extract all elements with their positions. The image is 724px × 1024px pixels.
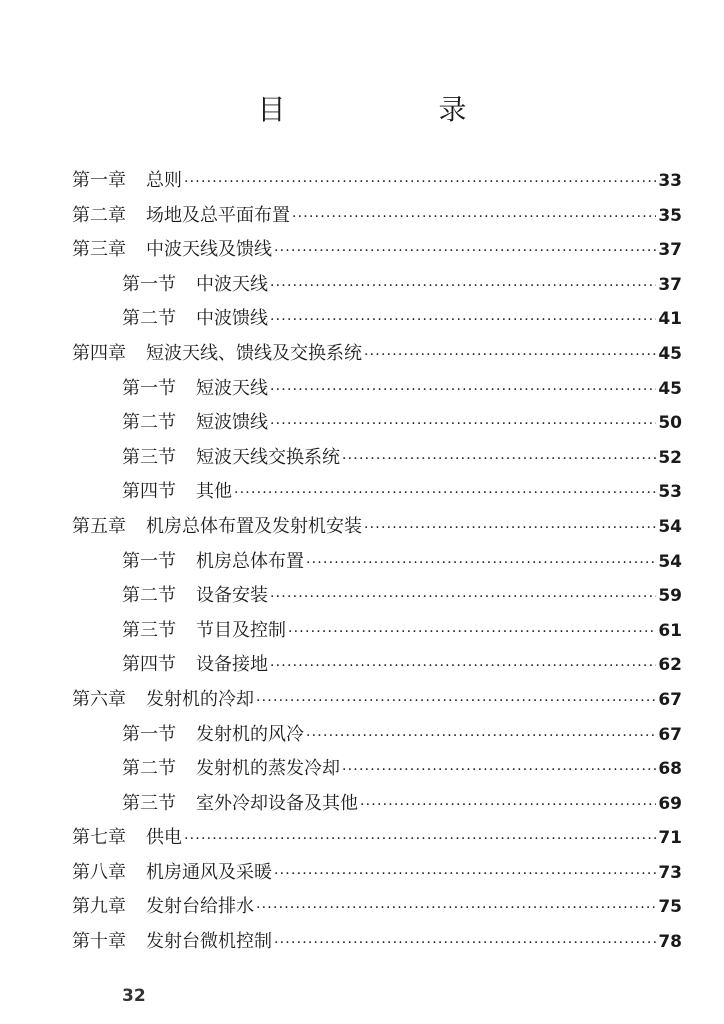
entry-number: 第五章	[72, 515, 126, 537]
entry-title: 节目及控制	[196, 619, 286, 641]
toc-section-entry	[72, 443, 682, 478]
dot-leader	[306, 556, 656, 570]
page-number: 32	[122, 986, 146, 1006]
dot-leader	[274, 244, 656, 258]
entry-number: 第一章	[72, 170, 126, 191]
dot-leader	[274, 936, 656, 950]
dot-leader	[342, 452, 656, 466]
dot-leader	[256, 901, 656, 915]
entry-title: 短波天线交换系统	[196, 446, 340, 468]
entry-page-number: 67	[658, 689, 682, 710]
dot-leader	[360, 798, 656, 812]
entry-page-number: 54	[658, 516, 682, 537]
entry-number: 第三节	[122, 792, 176, 814]
entry-number: 第四章	[72, 342, 126, 364]
entry-page-number: 35	[658, 205, 682, 226]
dot-leader	[270, 279, 656, 293]
entry-number: 第二节	[122, 412, 176, 434]
toc-section-entry	[72, 270, 682, 305]
table-of-contents	[72, 166, 682, 962]
page-title: 目 录	[257, 93, 539, 126]
entry-number: 第三节	[122, 619, 176, 641]
dot-leader	[364, 348, 656, 362]
entry-number: 第一节	[122, 723, 176, 745]
entry-title: 短波天线、馈线及交换系统	[146, 342, 362, 364]
toc-chapter-entry	[72, 823, 682, 858]
toc-chapter-entry	[72, 235, 682, 270]
entry-title: 发射机的冷却	[146, 688, 254, 710]
dot-leader	[306, 729, 656, 743]
entry-title: 其他	[196, 481, 232, 503]
entry-number: 第二节	[122, 758, 176, 780]
entry-title: 设备接地	[196, 654, 268, 676]
toc-section-entry	[72, 477, 682, 512]
toc-section-entry	[72, 408, 682, 443]
entry-number: 第四节	[122, 654, 176, 676]
toc-chapter-entry	[72, 201, 682, 236]
dot-leader	[292, 210, 656, 224]
entry-page-number: 59	[658, 586, 682, 607]
toc-section-entry	[72, 616, 682, 651]
dot-leader	[256, 694, 656, 708]
toc-chapter-entry	[72, 892, 682, 927]
entry-title: 短波馈线	[196, 412, 268, 434]
dot-leader	[270, 417, 656, 431]
dot-leader	[342, 763, 656, 777]
entry-title: 设备安装	[196, 585, 268, 607]
entry-page-number: 50	[658, 413, 682, 434]
entry-page-number: 75	[658, 897, 682, 918]
entry-page-number: 52	[658, 447, 682, 468]
dot-leader	[234, 486, 656, 500]
entry-page-number: 45	[658, 378, 682, 399]
dot-leader	[270, 659, 656, 673]
entry-page-number: 73	[658, 862, 682, 883]
entry-page-number: 61	[658, 620, 682, 641]
entry-title: 发射机的风冷	[196, 723, 304, 745]
entry-page-number: 45	[658, 343, 682, 364]
dot-leader	[270, 383, 656, 397]
entry-page-number: 37	[658, 274, 682, 295]
entry-page-number: 33	[658, 171, 682, 191]
entry-page-number: 53	[658, 482, 682, 503]
dot-leader	[184, 175, 656, 189]
toc-section-entry	[72, 304, 682, 339]
toc-chapter-entry	[72, 339, 682, 374]
entry-number: 第七章	[72, 827, 126, 849]
entry-page-number: 37	[658, 240, 682, 261]
toc-chapter-entry	[72, 858, 682, 893]
toc-section-entry	[72, 720, 682, 755]
entry-title: 发射台给排水	[146, 896, 254, 918]
entry-number: 第六章	[72, 688, 126, 710]
toc-section-entry	[72, 547, 682, 582]
entry-number: 第十章	[72, 931, 126, 953]
entry-page-number: 41	[658, 309, 682, 330]
entry-number: 第三章	[72, 239, 126, 261]
entry-page-number: 78	[658, 932, 682, 953]
entry-title: 机房总体布置及发射机安装	[146, 515, 362, 537]
entry-page-number: 62	[658, 655, 682, 676]
entry-number: 第二节	[122, 308, 176, 330]
entry-page-number: 68	[658, 759, 682, 780]
entry-number: 第九章	[72, 896, 126, 918]
entry-number: 第一节	[122, 550, 176, 572]
toc-section-entry	[72, 754, 682, 789]
entry-number: 第二章	[72, 204, 126, 226]
entry-number: 第二节	[122, 585, 176, 607]
entry-number: 第一节	[122, 273, 176, 295]
toc-chapter-entry	[72, 166, 682, 201]
dot-leader	[288, 625, 656, 639]
entry-number: 第一节	[122, 377, 176, 399]
entry-number: 第三节	[122, 446, 176, 468]
entry-title: 中波天线及馈线	[146, 239, 272, 261]
toc-section-entry	[72, 581, 682, 616]
entry-number: 第四节	[122, 481, 176, 503]
toc-section-entry	[72, 650, 682, 685]
entry-title: 机房通风及采暖	[146, 861, 272, 883]
entry-title: 短波天线	[196, 377, 268, 399]
toc-chapter-entry	[72, 512, 682, 547]
dot-leader	[184, 832, 656, 846]
dot-leader	[270, 313, 656, 327]
dot-leader	[270, 590, 656, 604]
entry-title: 发射台微机控制	[146, 931, 272, 953]
dot-leader	[364, 521, 656, 535]
toc-chapter-entry	[72, 927, 682, 962]
entry-title: 场地及总平面布置	[146, 204, 290, 226]
entry-title: 供电	[146, 827, 182, 849]
entry-title: 机房总体布置	[196, 550, 304, 572]
toc-section-entry	[72, 789, 682, 824]
entry-title: 中波天线	[196, 273, 268, 295]
entry-title: 发射机的蒸发冷却	[196, 758, 340, 780]
entry-number: 第八章	[72, 861, 126, 883]
toc-section-entry	[72, 374, 682, 409]
entry-title: 中波馈线	[196, 308, 268, 330]
entry-title: 总则	[146, 170, 182, 191]
entry-page-number: 54	[658, 551, 682, 572]
dot-leader	[274, 867, 656, 881]
entry-page-number: 69	[658, 793, 682, 814]
entry-page-number: 67	[658, 724, 682, 745]
entry-page-number: 71	[658, 828, 682, 849]
entry-title: 室外冷却设备及其他	[196, 792, 358, 814]
toc-chapter-entry	[72, 685, 682, 720]
